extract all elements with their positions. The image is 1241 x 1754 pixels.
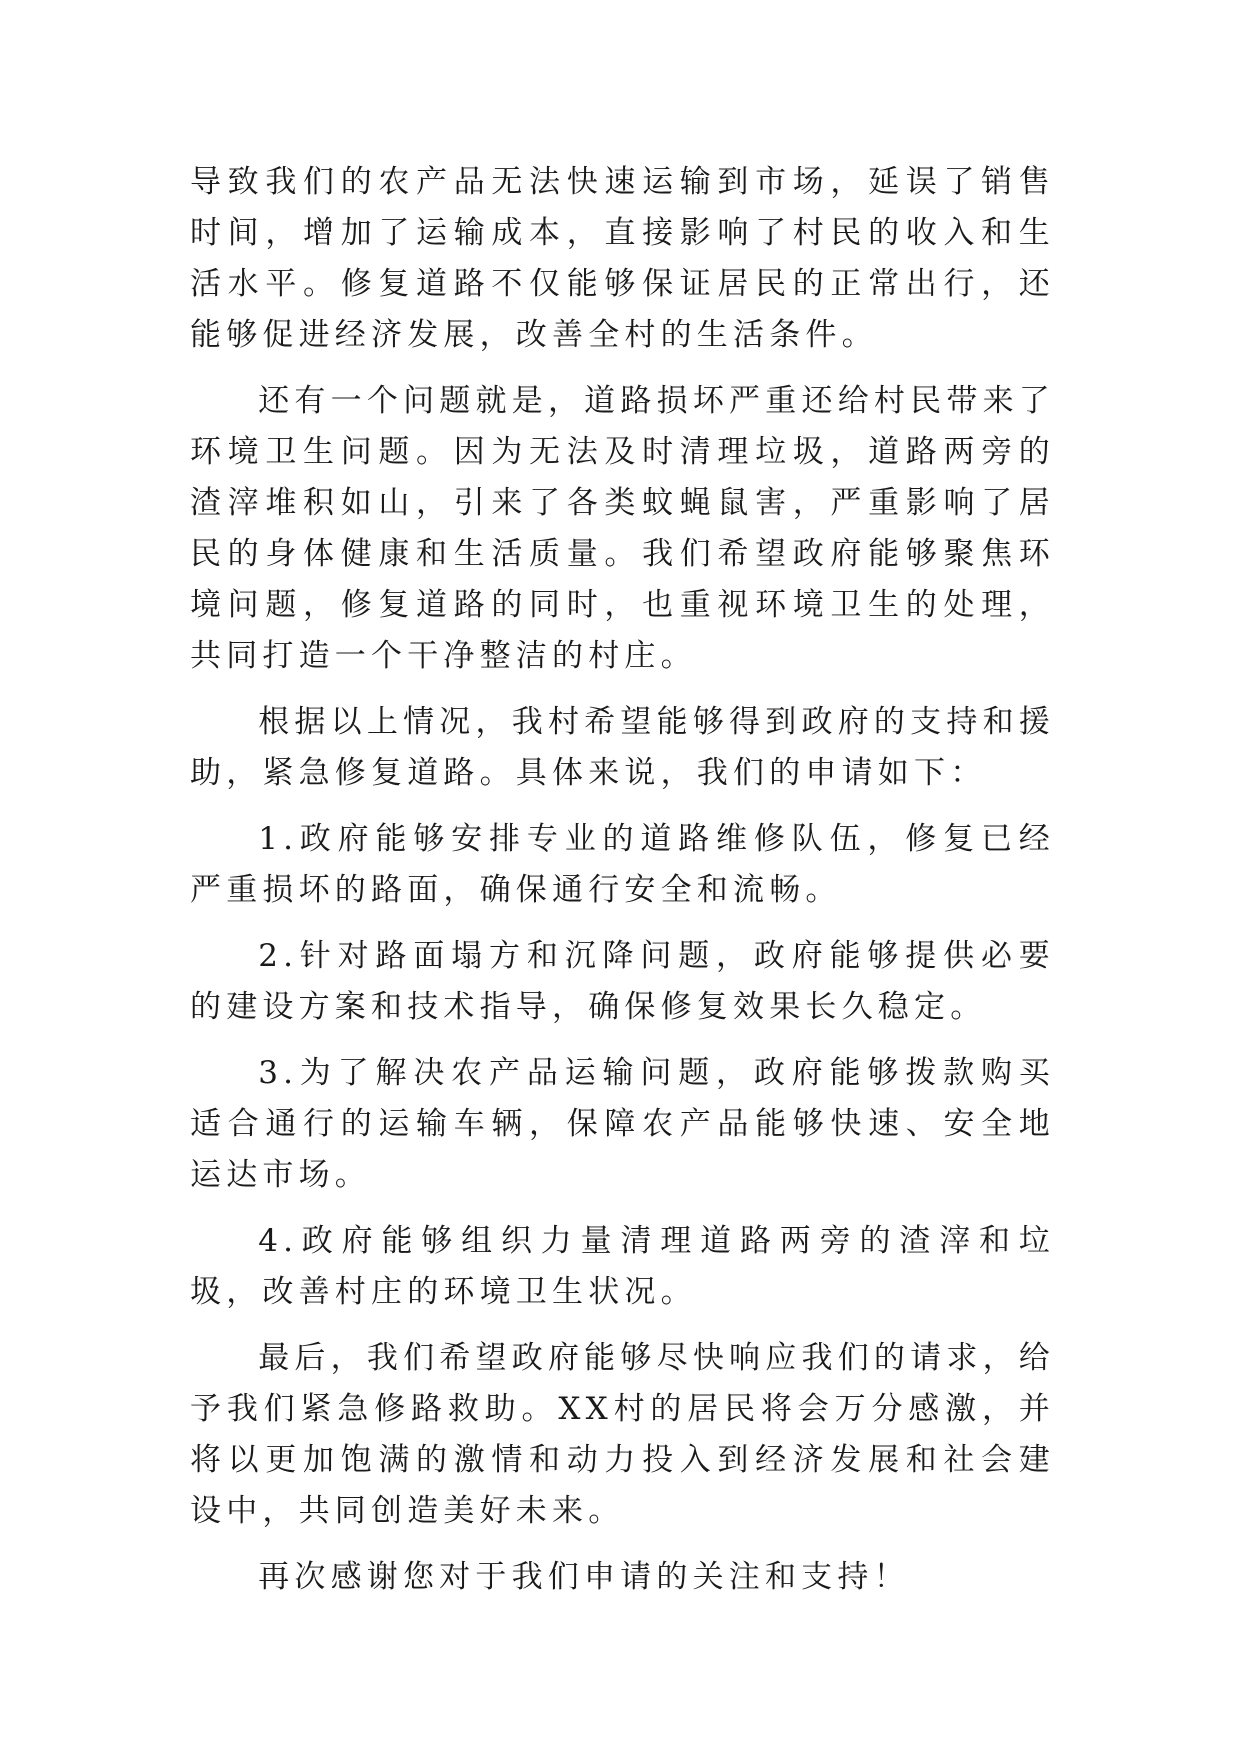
request-item-2: 2.针对路面塌方和沉降问题，政府能够提供必要的建设方案和技术指导，确保修复效果长久稳定。 [190, 938, 1055, 1025]
request-item-1: 1.政府能够安排专业的道路维修队伍，修复已经严重损坏的路面，确保通行安全和流畅。 [190, 821, 1055, 908]
paragraph-continuation: 导致我们的农产品无法快速运输到市场，延误了销售时间，增加了运输成本，直接影响了村民的收入和生活水平。修复道路不仅能够保证居民的正常出行，还能够促进经济发展，改善全村的生活条件。 [190, 164, 1055, 353]
request-item-3: 3.为了解决农产品运输问题，政府能够拨款购买适合通行的运输车辆，保障农产品能够快速、安全地运达市场。 [190, 1055, 1055, 1193]
request-item-4: 4.政府能够组织力量清理道路两旁的渣滓和垃圾，改善村庄的环境卫生状况。 [190, 1223, 1055, 1310]
paragraph-thanks: 再次感谢您对于我们申请的关注和支持！ [258, 1559, 910, 1595]
document-body [190, 157, 1055, 1618]
paragraph-conclusion: 最后，我们希望政府能够尽快响应我们的请求，给予我们紧急修路救助。XX村的居民将会万分感激，并将以更加饱满的激情和动力投入到经济发展和社会建设中，共同创造美好未来。 [190, 1340, 1055, 1529]
paragraph-request-intro: 根据以上情况，我村希望能够得到政府的支持和援助，紧急修复道路。具体来说，我们的申请如下： [190, 704, 1055, 791]
paragraph-sanitation-issue: 还有一个问题就是，道路损坏严重还给村民带来了环境卫生问题。因为无法及时清理垃圾，道路两旁的渣滓堆积如山，引来了各类蚊蝇鼠害，严重影响了居民的身体健康和生活质量。我们希望政府能够聚焦环境问题，修复道路的同时，也重视环境卫生的处理，共同打造一个干净整洁的村庄。 [190, 383, 1055, 674]
